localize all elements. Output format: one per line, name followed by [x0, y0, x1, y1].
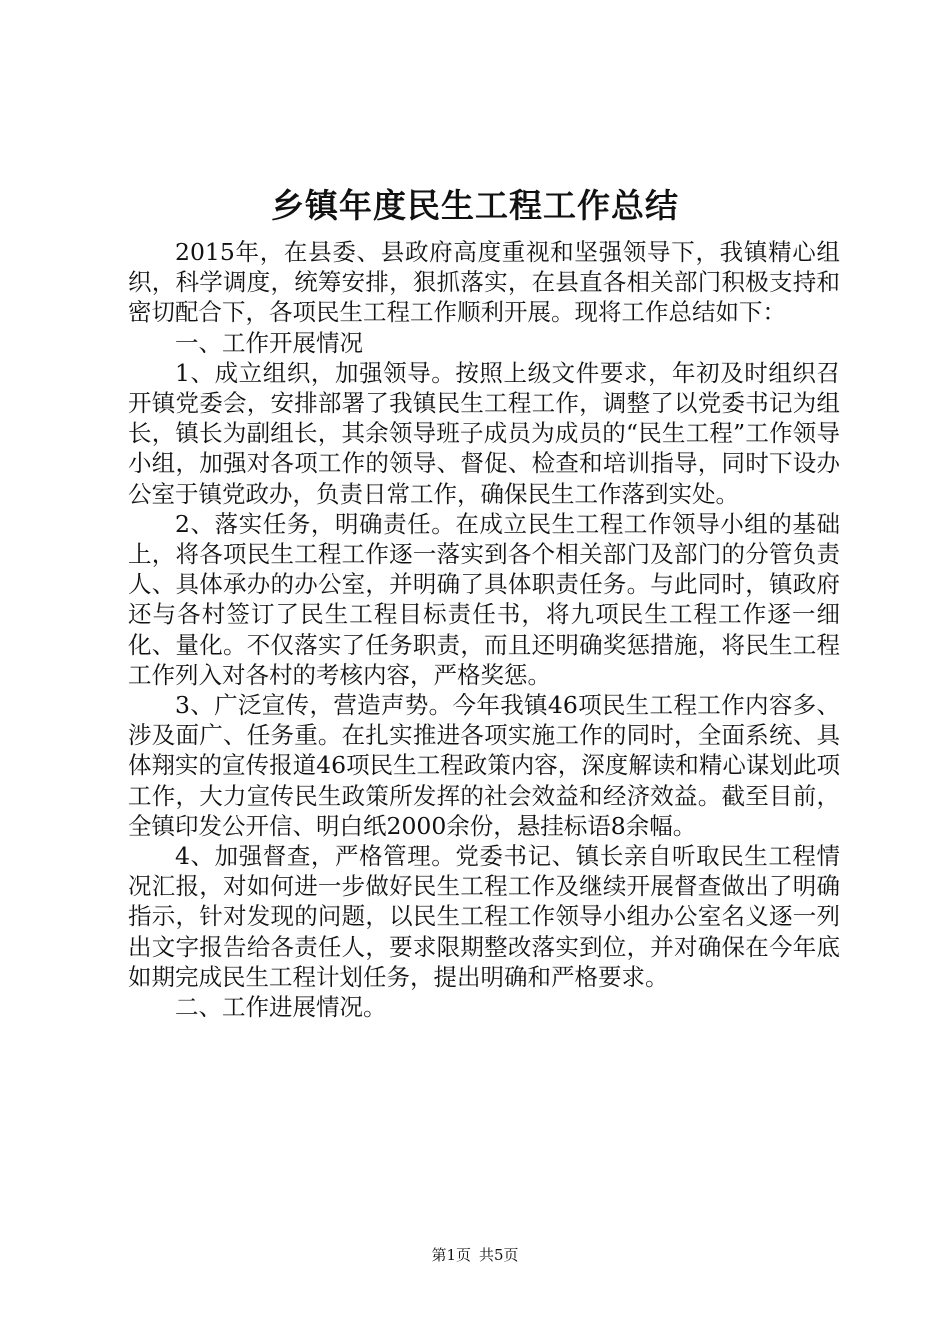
section-heading-2: 二、工作进展情况。 [175, 993, 387, 1022]
body-paragraph-2: 2、落实任务，明确责任。在成立民生工程工作领导小组的基础上，将各项民生工程工作逐一落实到各个相关部门及部门的分管负责人、具体承办的办公室，并明确了具体职责任务。与此同时，镇政府还与各村签订了民生工程目标责任书，将九项民生工程工作逐一细化、量化。不仅落实了任务职责，而且还明确奖惩措施，将民生工程工作列入对各村的考核内容，严格奖惩。 [128, 509, 840, 689]
body-paragraph-1: 1、成立组织，加强领导。按照上级文件要求，年初及时组织召开镇党委会，安排部署了我镇民生工程工作，调整了以党委书记为组长，镇长为副组长，其余领导班子成员为成员的“民生工程”工作领导小组，加强对各项工作的领导、督促、检查和培训指导，同时下设办公室于镇党政办，负责日常工作，确保民生工作落到实处。 [128, 358, 840, 508]
page-footer [0, 1244, 950, 1266]
page-total: 共5页 [479, 1246, 519, 1264]
document-body [128, 237, 840, 1022]
body-paragraph-3: 3、广泛宣传，营造声势。今年我镇46项民生工程工作内容多、涉及面广、任务重。在扎实推进各项实施工作的同时，全面系统、具体翔实的宣传报道46项民生工程政策内容，深度解读和精心谋划此项工作，大力宣传民生政策所发挥的社会效益和经济效益。截至目前，全镇印发公开信、明白纸2000余份，悬挂标语8余幅。 [128, 691, 840, 840]
page-number: 第1页 [431, 1246, 471, 1264]
body-paragraph-4: 4、加强督查，严格管理。党委书记、镇长亲自听取民生工程情况汇报，对如何进一步做好民生工程工作及继续开展督查做出了明确指示，针对发现的问题，以民生工程工作领导小组办公室名义逐一列出文字报告给各责任人，要求限期整改落实到位，并对确保在今年底如期完成民生工程计划任务，提出明确和严格要求。 [128, 842, 840, 991]
document-title: 乡镇年度民生工程工作总结 [271, 186, 679, 225]
intro-paragraph: 2015年，在县委、县政府高度重视和坚强领导下，我镇精心组织，科学调度，统筹安排，狠抓落实，在县直各相关部门积极支持和密切配合下，各项民生工程工作顺利开展。现将工作总结如下： [128, 238, 840, 327]
section-heading-1: 一、工作开展情况 [175, 328, 363, 357]
